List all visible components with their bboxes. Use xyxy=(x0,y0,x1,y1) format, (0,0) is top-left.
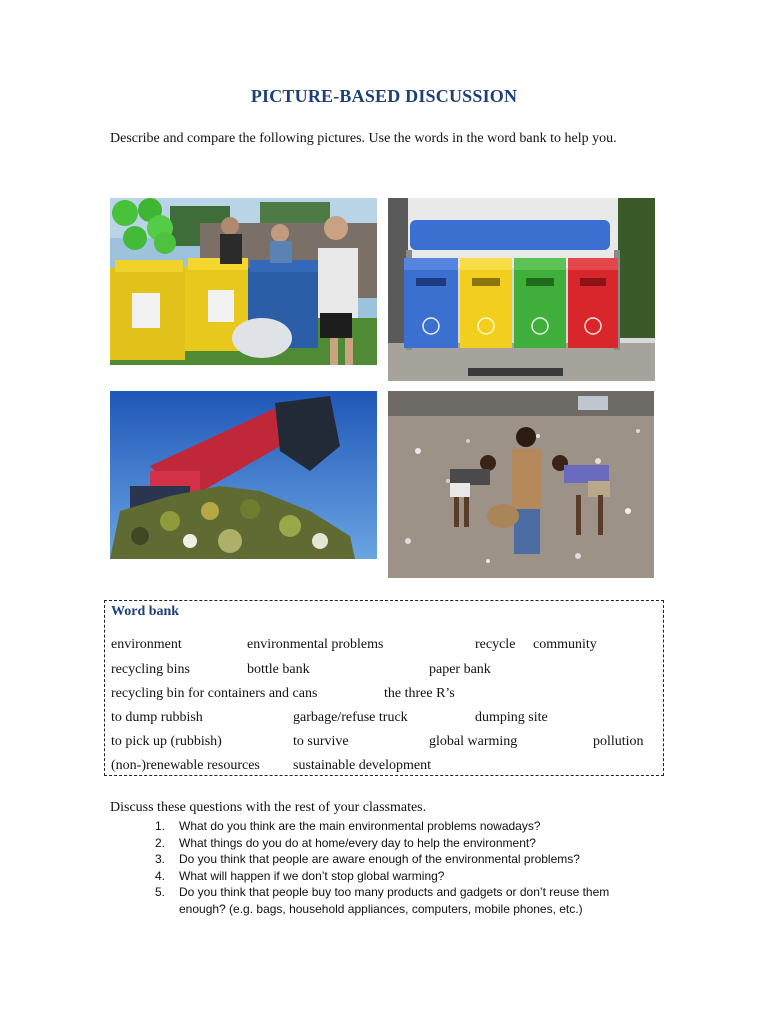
page-title: PICTURE-BASED DISCUSSION xyxy=(250,86,518,106)
word-bank-term: recycle xyxy=(475,637,516,652)
question-list xyxy=(155,818,655,917)
word-bank-box xyxy=(104,600,664,776)
word-bank-term: (non-)renewable resources xyxy=(111,758,260,773)
word-bank-term: paper bank xyxy=(429,662,491,677)
word-bank-term: sustainable development xyxy=(293,758,432,773)
word-bank-term: community xyxy=(533,637,597,652)
photo-colored-recycling-bins xyxy=(388,198,655,381)
word-bank-term: to survive xyxy=(293,734,349,749)
intro-text: Describe and compare the following pictures. Use the words in the word bank to help you. xyxy=(110,131,617,146)
question-item xyxy=(155,851,655,868)
question-item xyxy=(155,835,655,852)
word-bank-term: global warming xyxy=(429,734,518,749)
question-text: Do you think that people are aware enough of the environmental problems? xyxy=(179,852,580,866)
word-bank-term: environment xyxy=(111,637,182,652)
word-bank-row xyxy=(105,637,663,655)
word-bank-term: to dump rubbish xyxy=(111,710,203,725)
word-bank-term: to pick up (rubbish) xyxy=(111,734,222,749)
discussion-lead: Discuss these questions with the rest of your classmates. xyxy=(110,800,427,815)
word-bank-term: the three R’s xyxy=(384,686,455,701)
question-item xyxy=(155,868,655,885)
question-text: What do you think are the main environmental problems nowadays? xyxy=(179,819,541,833)
word-bank-term: recycling bin for containers and cans xyxy=(111,686,318,701)
question-number: 4. xyxy=(155,868,166,883)
question-text: Do you think that people buy too many products and gadgets or don’t reuse them enough? (e.g. bags, household appliances, computers, mobile phones, etc.) xyxy=(179,885,610,916)
word-bank-row xyxy=(105,734,663,752)
word-bank-term: environmental problems xyxy=(247,637,384,652)
question-text: What will happen if we don’t stop global warming? xyxy=(179,868,445,883)
question-item xyxy=(155,818,655,835)
question-number: 1. xyxy=(155,819,166,833)
question-item xyxy=(155,884,655,917)
question-number: 3. xyxy=(155,852,166,866)
photo-garbage-truck-dumping xyxy=(110,391,377,559)
word-bank-title: Word bank xyxy=(111,604,180,619)
word-bank-row xyxy=(105,758,663,776)
word-bank-term: recycling bins xyxy=(111,662,190,677)
question-number: 2. xyxy=(155,835,166,850)
photo-children-dumping-site xyxy=(388,391,654,578)
word-bank-term: pollution xyxy=(593,734,644,749)
word-bank-row xyxy=(105,710,663,728)
word-bank-row xyxy=(105,686,663,704)
word-bank-row xyxy=(105,662,663,680)
word-bank-term: bottle bank xyxy=(247,662,310,677)
photo-recycling-event xyxy=(110,198,377,365)
word-bank-term: garbage/refuse truck xyxy=(293,710,408,725)
question-number: 5. xyxy=(155,885,166,899)
question-text: What things do you do at home/every day to help the environment? xyxy=(179,835,536,850)
word-bank-term: dumping site xyxy=(475,710,548,725)
